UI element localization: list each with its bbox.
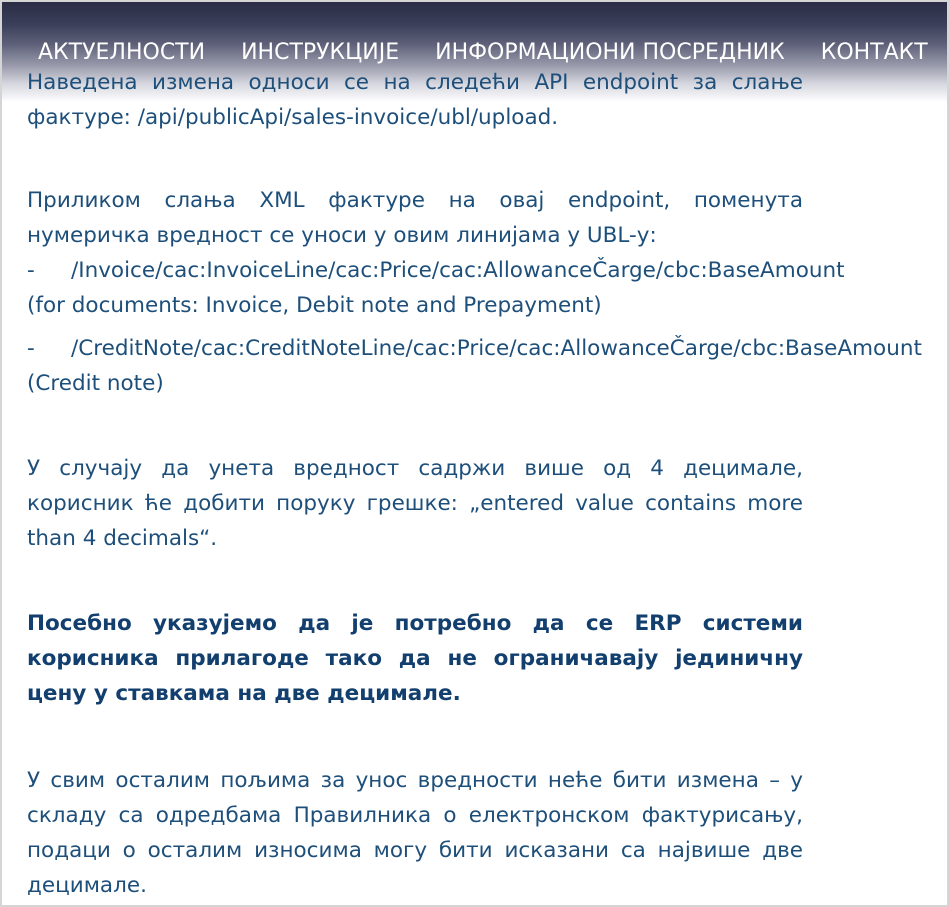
paragraph-xml-intro: Приликом слања XML фактуре на овај endpoint, поменута нумеричка вредност се уноси у овим линијама у UBL-у: [27,188,803,248]
list-item-path: /Invoice/cac:InvoiceLine/cac:Price/cac:AllowanceČarge/cbc:BaseAmount [71,258,845,283]
list-item-note: (Credit note) [27,371,164,396]
nav-item-instrukcije[interactable]: ИНСТРУКЦИЈЕ [241,40,400,65]
paragraph-endpoint: Наведена измена односи се на следећи API endpoint за слање фактуре: /api/publicApi/sales-invoice/ubl/upload. [27,70,803,130]
list-item-note: (for documents: Invoice, Debit note and Prepayment) [27,293,602,318]
list-bullet: - [27,336,35,361]
nav-menu [38,40,928,65]
list-item [27,331,922,366]
nav-item-informacioni-posrednik[interactable]: ИНФОРМАЦИОНИ ПОСРЕДНИК [435,40,785,65]
article-content [27,65,922,903]
paragraph-other-fields: У свим осталим пољима за унос вредности неће бити измена – у складу са одредбама Правилника о електронском фактурисању, подаци о осталим износима могу бити исказани са највише две децимале. [27,768,803,898]
paragraph-erp-notice: Посебно указујемо да је потребно да се ERP системи корисника прилагоде тако да не ограничавају јединичну цену у ставкама на две децимале. [27,611,803,706]
nav-item-aktuelnosti[interactable]: АКТУЕЛНОСТИ [38,40,206,65]
paragraph-decimals-error: У случају да унета вредност садржи више од 4 децимале, корисник ће добити поруку грешке: „entered value contains more than 4 decimals“. [27,456,803,551]
nav-item-kontakt[interactable]: КОНТАКТ [820,40,928,65]
list-item-path: /CreditNote/cac:CreditNoteLine/cac:Price/cac:AllowanceČarge/cbc:BaseAmount [71,336,922,361]
list-item [27,253,845,288]
list-bullet: - [27,258,35,283]
